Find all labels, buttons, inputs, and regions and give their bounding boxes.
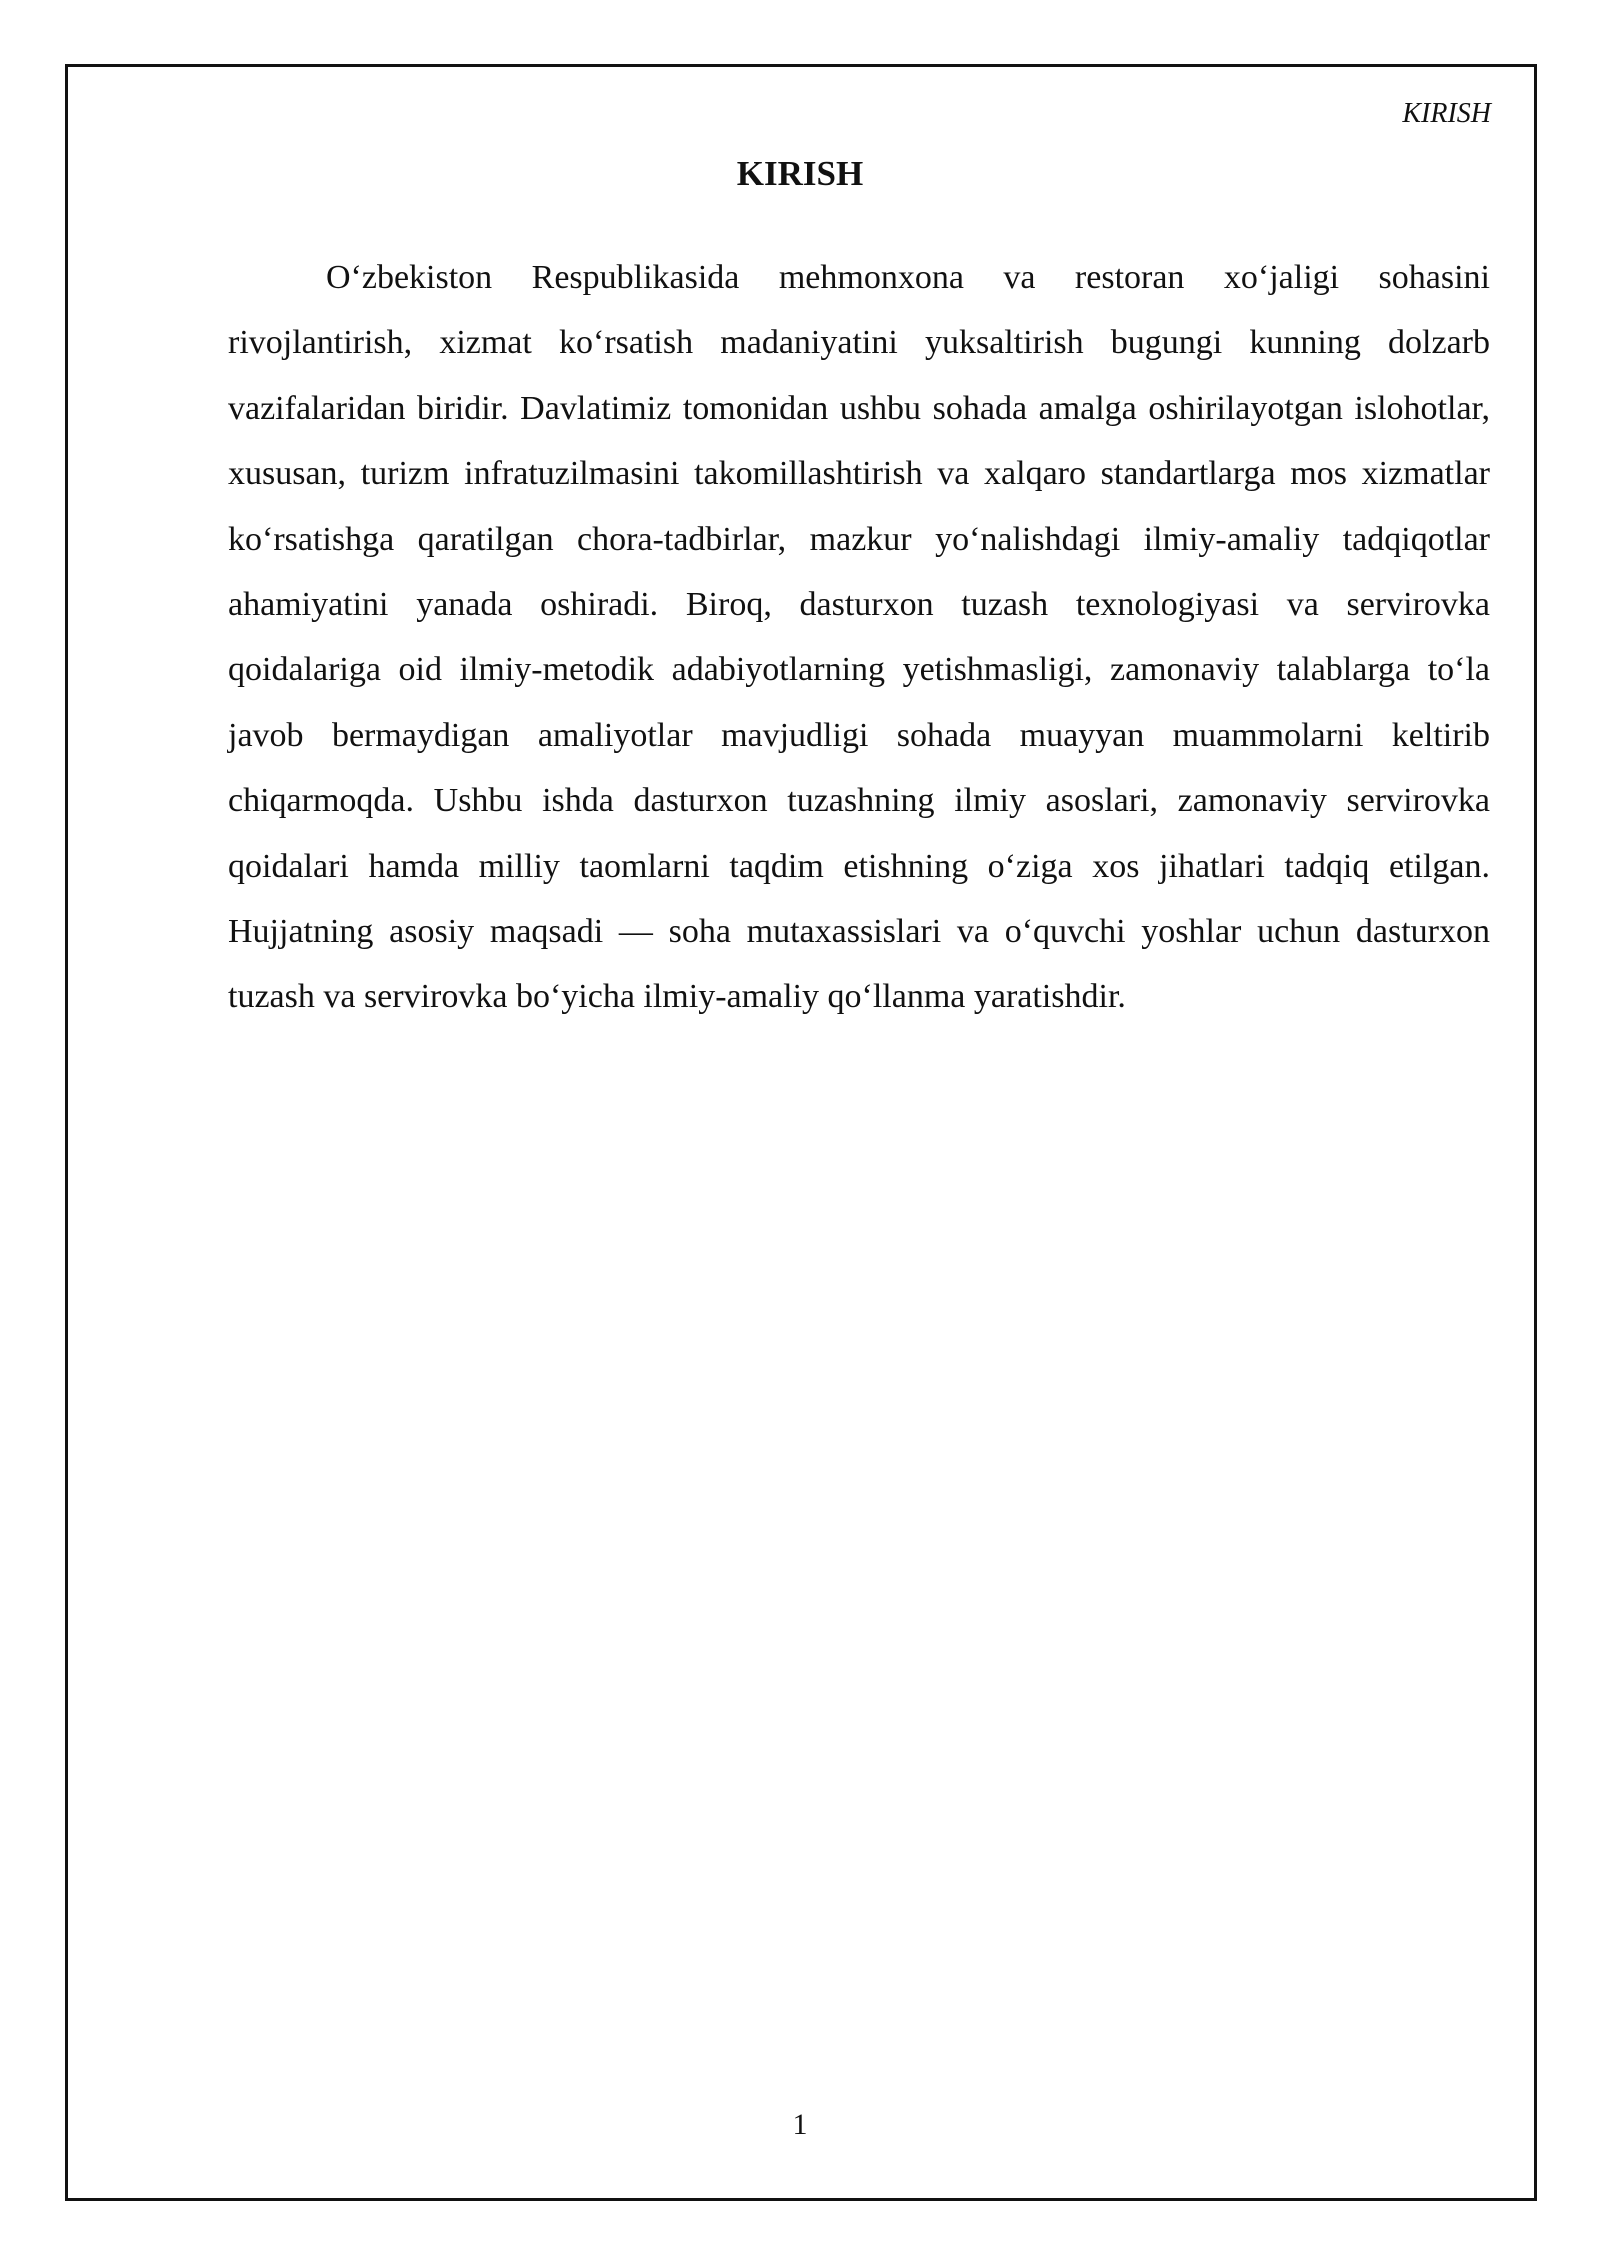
- page-title: KIRISH: [736, 154, 864, 193]
- body-paragraph: O‘zbekiston Respublikasida mehmonxona va restoran xo‘jaligi sohasini rivojlantirish, xizmat ko‘rsatish madaniyatini yuksaltirish bugungi kunning dolzarb vazifalaridan biridir. Davlatimiz tomonidan ushbu sohada amalga oshirilayotgan islohotlar, xususan, turizm infratuzilmasini takomillashtirish va xalqaro standartlarga mos xizmatlar ko‘rsatishga qaratilgan chora-tadbirlar, mazkur yo‘nalishdagi ilmiy-amaliy tadqiqotlar ahamiyatini yanada oshiradi. Biroq, dasturxon tuzash texnologiyasi va servirovka qoidalariga oid ilmiy-metodik adabiyotlarning yetishmasligi, zamonaviy talablarga to‘la javob bermaydigan amaliyotlar mavjudligi sohada muayyan muammolarni keltirib chiqarmoqda. Ushbu ishda dasturxon tuzashning ilmiy asoslari, zamonaviy servirovka qoidalari hamda milliy taomlarni taqdim etishning o‘ziga xos jihatlari tadqiq etilgan. Hujjatning asosiy maqsadi — soha mutaxassislari va o‘quvchi yoshlar uchun dasturxon tuzash va servirovka bo‘yicha ilmiy-amaliy qo‘llanma yaratishdir.: [228, 259, 1490, 1016]
- running-header: KIRISH: [1402, 98, 1491, 129]
- page-number: 1: [792, 2108, 808, 2141]
